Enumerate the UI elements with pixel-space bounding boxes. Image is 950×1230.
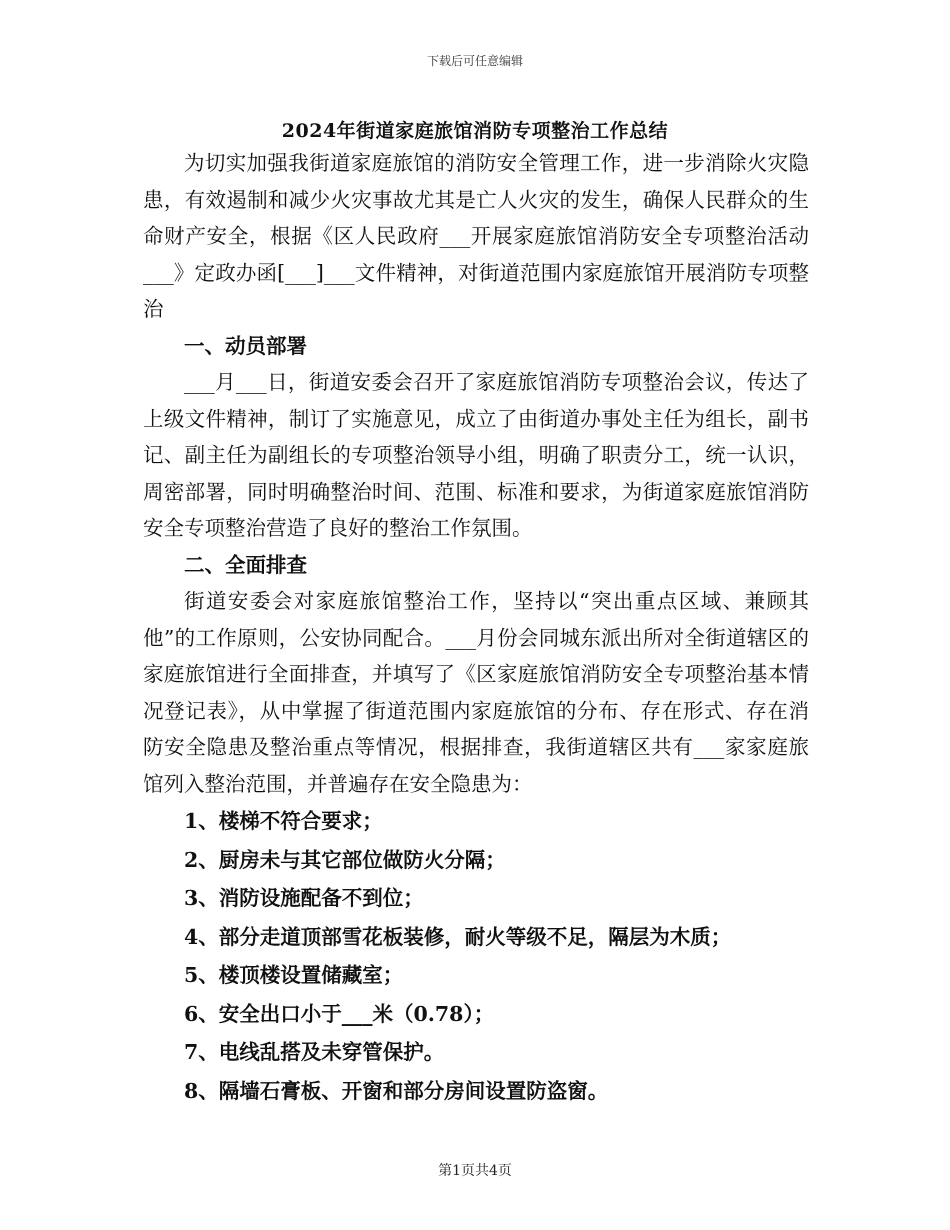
hazard-list-item: 2、厨房未与其它部位做防火分隔；	[184, 847, 506, 872]
section-heading-inspection: 二、全面排查	[184, 552, 307, 577]
section-paragraph-mobilization: ___月___日，街道安委会召开了家庭旅馆消防专项整治会议，传达了上级文件精神，制订了实施意见，成立了由街道办事处主任为组长，副书记、副主任为副组长的专项整治领导小组，明确了职责分工，统一认识，周密部署，同时明确整治时间、范围、标准和要求，为街道家庭旅馆消防安全专项整治营造了良好的整治工作氛围。	[143, 370, 809, 540]
hazard-list-item: 4、部分走道顶部雪花板装修，耐火等级不足，隔层为木质；	[184, 924, 732, 949]
document-body	[143, 145, 809, 1110]
page-number: 第1页共4页	[438, 1163, 512, 1179]
hazard-list-item: 8、隔墙石膏板、开窗和部分房间设置防盗窗。	[184, 1078, 609, 1103]
hazard-list-item: 3、消防设施配备不到位；	[184, 886, 424, 910]
hazard-list-item: 7、电线乱搭及未穿管保护。	[184, 1040, 445, 1064]
intro-paragraph: 为切实加强我街道家庭旅馆的消防安全管理工作，进一步消除火灾隐患，有效遏制和减少火灾事故尤其是亡人火灾的发生，确保人民群众的生命财产安全，根据《区人民政府___开展家庭旅馆消防安全专项整治活动___》定政办函[___]___文件精神，对街道范围内家庭旅馆开展消防专项整治	[143, 151, 809, 321]
section-heading-mobilization: 一、动员部署	[184, 333, 307, 358]
header-note: 下载后可任意编辑	[426, 54, 523, 68]
hazard-list-item: 5、楼顶楼设置储藏室；	[184, 963, 404, 987]
hazard-list-item: 1、楼梯不符合要求；	[184, 809, 383, 833]
document-title: 2024年街道家庭旅馆消防专项整治工作总结	[281, 120, 669, 142]
section-paragraph-inspection: 街道安委会对家庭旅馆整治工作，坚持以“突出重点区域、兼顾其他”的工作原则，公安协同配合。___月份会同城东派出所对全街道辖区的家庭旅馆进行全面排查，并填写了《区家庭旅馆消防安全专项整治基本情况登记表》，从中掌握了街道范围内家庭旅馆的分布、存在形式、存在消防安全隐患及整治重点等情况，根据排查，我街道辖区共有___家家庭旅馆列入整治范围，并普遍存在安全隐患为：	[143, 589, 809, 796]
hazard-list-item: 6、安全出口小于___米（0.78）；	[184, 1001, 495, 1026]
